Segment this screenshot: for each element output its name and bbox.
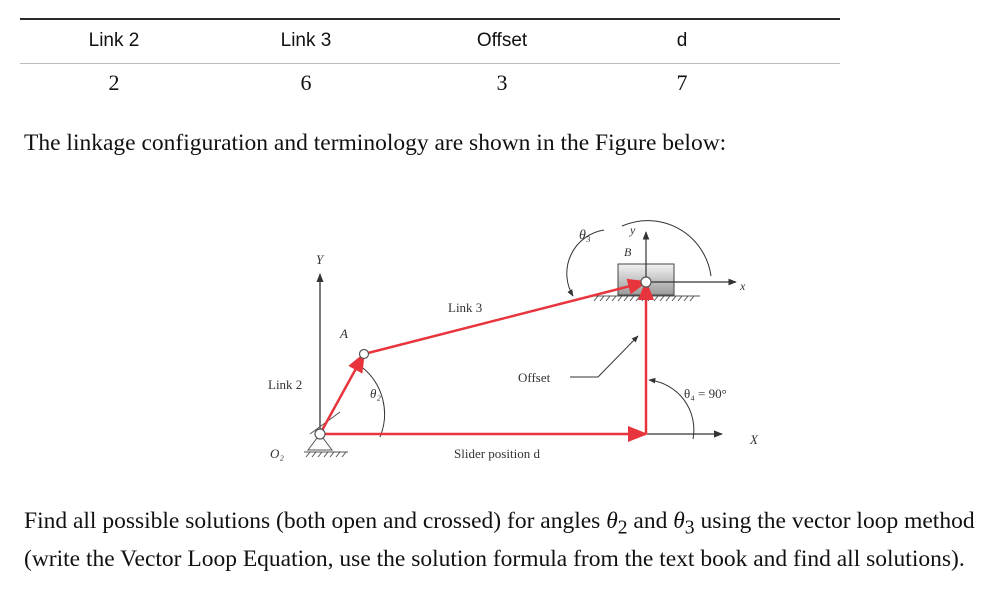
value-offset: 3: [496, 70, 508, 95]
header-d: d: [676, 30, 688, 51]
linkage-diagram: [260, 212, 770, 472]
value-link2: 2: [108, 70, 120, 95]
theta3-subscript: 3: [684, 517, 695, 539]
question-part1: Find all possible solutions (both open and crossed) for angles: [24, 508, 607, 534]
theta2-arc: [363, 368, 385, 437]
label-B: B: [624, 245, 632, 259]
joint-o2: [315, 429, 325, 439]
label-theta2: θ₂: [370, 386, 381, 401]
question-part2: using the vector loop method (write the Vector Loop Equation, use the solution formula from the text book and find all solutions).: [24, 508, 975, 572]
label-A: A: [340, 326, 348, 341]
label-link3: Link 3: [448, 300, 483, 315]
value-d: 7: [676, 70, 688, 95]
label-offset: Offset: [518, 370, 551, 385]
offset-pointer: [598, 336, 638, 377]
label-y: y: [630, 223, 636, 237]
label-Y: Y: [316, 252, 324, 267]
theta3-symbol: θ: [673, 508, 685, 534]
joint-a: [360, 350, 369, 359]
label-theta4: θ₄ = 90°: [684, 386, 727, 401]
label-O2: O₂: [270, 446, 284, 461]
label-theta3: θ₃: [579, 228, 591, 243]
link2-vector: [320, 354, 364, 434]
label-link2: Link 2: [268, 377, 303, 392]
value-link3: 6: [300, 70, 312, 95]
link3-vector: [364, 282, 646, 354]
header-offset: Offset: [476, 30, 528, 51]
label-X: X: [750, 432, 758, 447]
question-paragraph: [24, 506, 984, 574]
label-x: x: [740, 279, 746, 293]
table-top-rule: [20, 18, 840, 20]
label-slider-position: Slider position d: [454, 446, 540, 461]
theta2-symbol: θ: [606, 508, 618, 534]
header-link3: Link 3: [280, 30, 332, 51]
joint-b: [641, 277, 651, 287]
header-link2: Link 2: [88, 30, 140, 51]
table-header-rule: [20, 63, 840, 64]
theta2-subscript: 2: [617, 517, 628, 539]
question-and: and: [627, 508, 674, 534]
intro-paragraph: The linkage configuration and terminology are shown in the Figure below:: [24, 130, 727, 156]
